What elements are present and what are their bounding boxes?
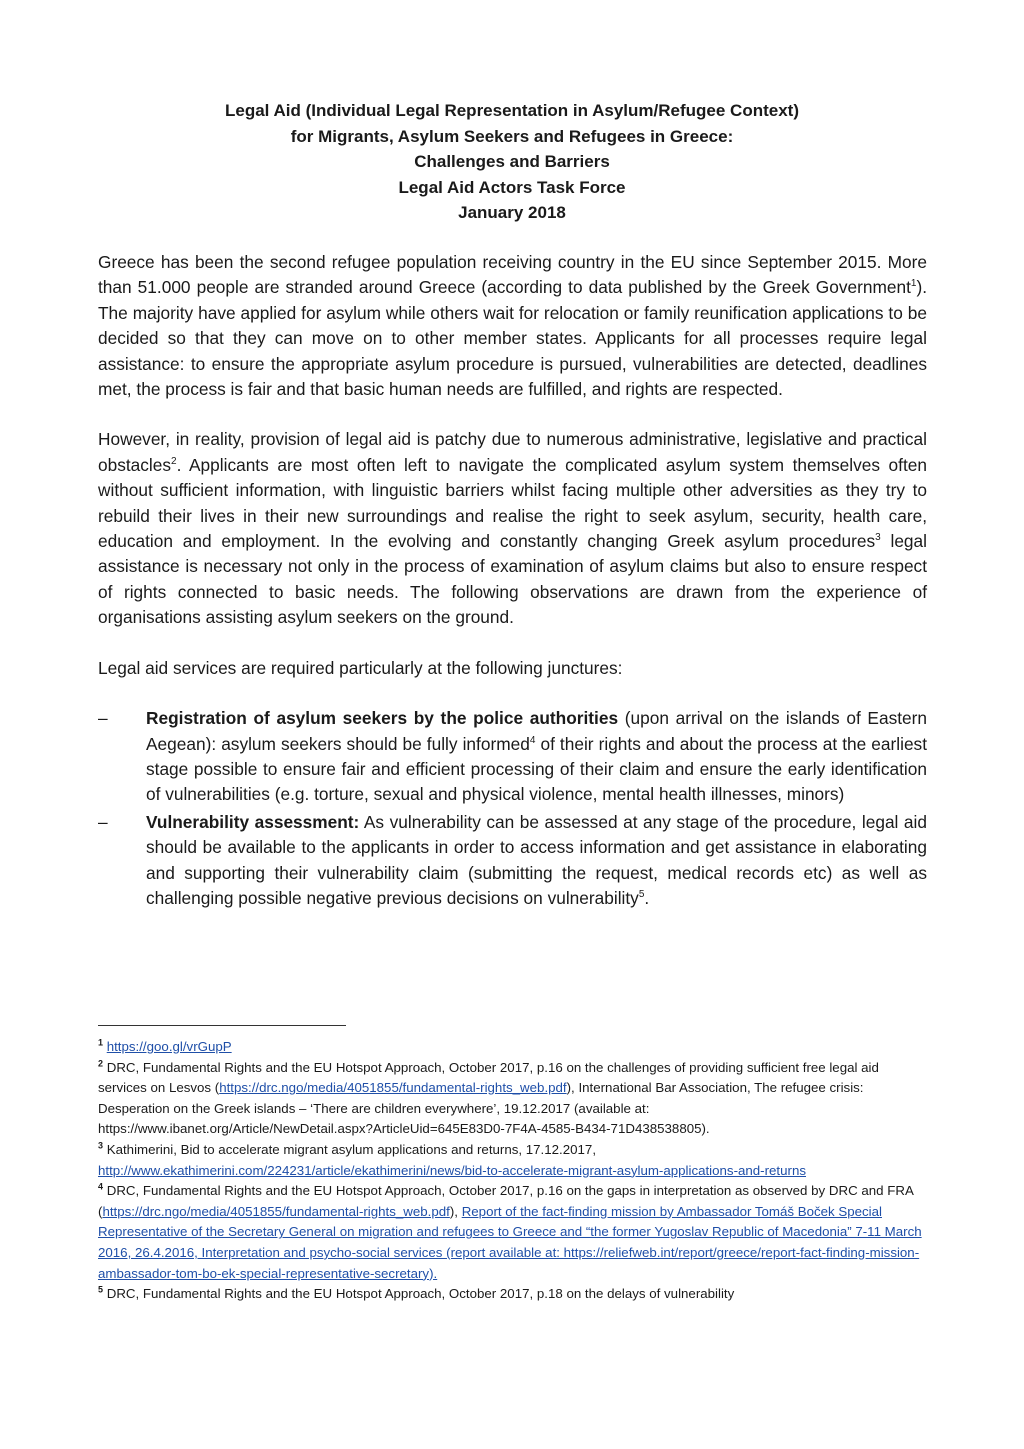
footnotes — [98, 1037, 924, 1305]
footnote-number: 5 — [98, 1284, 104, 1295]
footnote-link[interactable]: http://www.ekathimerini.com/224231/article/ekathimerini/news/bid-to-accelerate-migrant-asylum-applications-and-returns — [98, 1162, 806, 1178]
footnote-text: DRC, Fundamental Rights and the EU Hotspot Approach, October 2017, p.18 on the delays of vulnerability — [103, 1286, 735, 1302]
footnote-link[interactable]: Report of the fact-finding mission by Ambassador Tomáš Boček Special Representative of the Secretary General on migration and refugees to Greece and “the former Yugoslav Republic of Macedonia” 7-11 March 2016, 26.4.2016, Interpretation and psycho-social services (report available at: https://reliefweb.int/report/greece/report-fact-finding-mission-ambassador-tom-bo-ek-special-representative-secretary). — [98, 1203, 922, 1281]
footnote-ref-3[interactable]: 3 — [875, 532, 881, 544]
footnote-number: 2 — [98, 1058, 104, 1069]
title-line-2: for Migrants, Asylum Seekers and Refugees in Greece: — [290, 126, 734, 146]
juncture-list — [98, 706, 927, 911]
paragraph-intro — [98, 250, 927, 402]
list-item-text: . — [644, 887, 650, 908]
footnote-ref-1[interactable]: 1 — [910, 278, 917, 290]
list-item-heading: Vulnerability assessment: — [146, 811, 360, 832]
dash-bullet: – — [98, 811, 108, 832]
title-line-5: January 2018 — [458, 203, 566, 222]
list-item-text: As vulnerability can be assessed at any stage of the procedure, legal aid should be available to the applicants in order to access information and get assistance in elaborating and supporting their vulnerability claim (submitting the request, medical records etc) as well as challenging possible negative previous decisions on vulnerability — [146, 811, 927, 908]
footnote-link[interactable]: https://drc.ngo/media/4051855/fundamental-rights_web.pdf — [219, 1080, 567, 1096]
footnote-5 — [98, 1284, 924, 1305]
paragraph-text: . Applicants are most often left to navigate the complicated asylum system themselves often without sufficient information, with linguistic barriers whilst facing multiple other adversities as they try to rebuild their lives in their new surroundings and realise the right to seek asylum, security, health care, education and employment. In the evolving and constantly changing Greek asylum procedures — [98, 454, 927, 552]
paragraph-text: However, in reality, provision of legal aid is patchy due to numerous administrative, legislative and practical obstacles — [98, 429, 927, 475]
footnote-number: 3 — [98, 1140, 104, 1151]
title-line-1: Legal Aid (Individual Legal Representation in Asylum/Refugee Context) — [225, 101, 799, 120]
footnote-3 — [98, 1140, 924, 1181]
footnote-ref-2[interactable]: 2 — [171, 456, 177, 468]
list-item-text: (upon arrival on the islands of Eastern Aegean): asylum seekers should be fully informed — [146, 708, 927, 754]
dash-bullet: – — [98, 708, 108, 729]
title-line-4: Legal Aid Actors Task Force — [398, 177, 626, 197]
list-item — [98, 706, 927, 808]
footnote-number: 1 — [98, 1037, 104, 1048]
paragraph-text: ). The majority have applied for asylum while others wait for relocation or family reunification applications to be decided so that they can move on to other member states. Applicants for all processes require legal assistance: to ensure the appropriate asylum procedure is pursued, vulnerabilities are detected, deadlines met, the process is fair and that basic human needs are fulfilled, and rights are respected. — [98, 277, 927, 400]
paragraph-text: Greece has been the second refugee population receiving country in the EU since September 2015. More than 51.000 people are stranded around Greece (according to data published by the Greek Government — [98, 252, 927, 298]
footnote-ref-4[interactable]: 4 — [529, 734, 536, 746]
footnote-ref-5[interactable]: 5 — [638, 889, 645, 901]
footnote-text: Kathimerini, Bid to accelerate migrant asylum applications and returns, 17.12.2017, — [103, 1141, 597, 1157]
paragraph-obstacles — [98, 427, 927, 630]
title-line-3: Challenges and Barriers — [414, 152, 610, 171]
list-item — [98, 810, 927, 912]
footnote-text: ), — [449, 1203, 462, 1219]
footnote-text: DRC, Fundamental Rights and the EU Hotspot Approach, October 2017, p.16 on the gaps in interpretation as observed by DRC and FRA ( — [98, 1183, 914, 1219]
footnote-1 — [98, 1037, 924, 1058]
footnote-4 — [98, 1181, 924, 1284]
footnote-text: ), International Bar Association, The refugee crisis: Desperation on the Greek islands – ‘There are children everywhere’, 19.12.2017 (available at: https://www.ibanet.org/Article/NewDetail.aspx?ArticleUid=645E83D0-7F4A-4585-B434-71D438538805). — [98, 1080, 864, 1137]
footnote-link[interactable]: https://drc.ngo/media/4051855/fundamental-rights_web.pdf — [102, 1203, 450, 1219]
paragraph-text: legal assistance is necessary not only in the process of examination of asylum claims but also to ensure respect of rights connected to basic needs. The following observations are drawn from the experience of organisations assisting asylum seekers on the ground. — [98, 531, 927, 628]
footnote-text: DRC, Fundamental Rights and the EU Hotspot Approach, October 2017, p.16 on the challenges of providing sufficient free legal aid services on Lesvos ( — [98, 1059, 879, 1096]
footnote-link[interactable]: https://goo.gl/vrGupP — [106, 1039, 232, 1054]
footnote-number: 4 — [98, 1181, 104, 1192]
footnote-separator — [98, 1025, 346, 1026]
list-item-text: of their rights and about the process at the earliest stage possible to ensure fair and efficient processing of their claim and ensure the early identification of vulnerabilities (e.g. torture, sexual and physical violence, mental health illnesses, minors) — [146, 733, 928, 805]
paragraph-junctures: Legal aid services are required particularly at the following junctures: — [98, 657, 623, 678]
document-body — [98, 250, 927, 913]
document-title — [98, 98, 926, 226]
footnote-2 — [98, 1058, 924, 1140]
list-item-heading: Registration of asylum seekers by the police authorities — [146, 708, 619, 729]
